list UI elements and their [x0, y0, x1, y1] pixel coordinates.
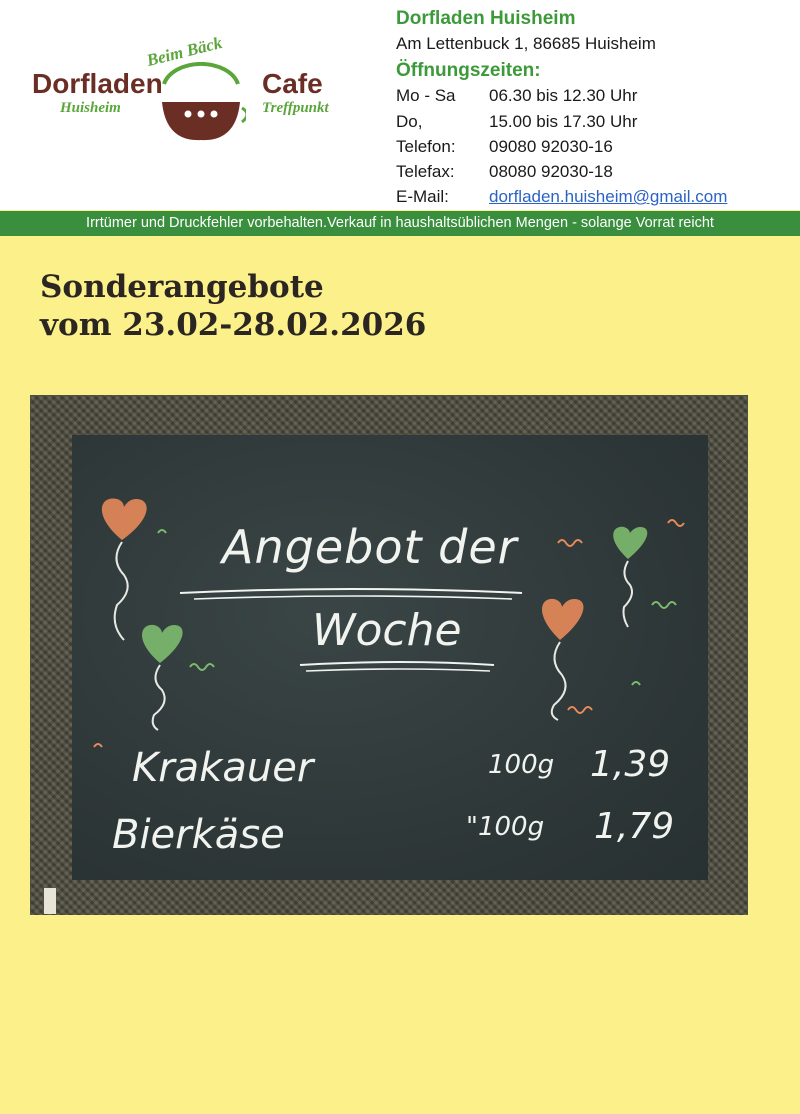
phone-number: 09080 92030-16	[489, 137, 613, 156]
logo-left-sub: Huisheim	[60, 100, 121, 116]
offer-item-name: Krakauer	[132, 745, 314, 791]
fax-number: 08080 92030-18	[489, 162, 613, 181]
title-line-1: Sonderangebote	[40, 269, 324, 305]
underline-decoration	[306, 669, 490, 671]
heart-balloon-icon	[142, 625, 183, 730]
contact-label: Telefax:	[396, 162, 455, 181]
underline-decoration	[180, 589, 522, 593]
offer-item-unit: "100g	[466, 812, 545, 842]
heart-balloon-icon	[102, 498, 147, 640]
offer-item-unit: 100g	[488, 750, 555, 780]
shop-name: Dorfladen Huisheim	[396, 8, 576, 29]
contact-label: Telefon:	[396, 137, 456, 156]
heart-balloon-icon	[542, 599, 583, 720]
shop-address: Am Lettenbuck 1, 86685 Huisheim	[396, 34, 656, 53]
underline-decoration	[300, 662, 494, 665]
frame-label-tag	[44, 888, 56, 914]
board-heading-2: Woche	[312, 605, 462, 656]
bowl-icon	[156, 62, 246, 142]
disclaimer-bar: Irrtümer und Druckfehler vorbehalten.Verkauf in haushaltsüblichen Mengen - solange Vorrat reicht	[0, 211, 800, 236]
logo-right-word: Cafe	[262, 68, 323, 99]
heart-balloon-icon	[613, 527, 647, 627]
underline-decoration	[194, 596, 512, 599]
board-heading-1: Angebot der	[222, 520, 518, 574]
contact-value: 06.30 bis 12.30 Uhr	[489, 86, 638, 105]
opening-hours-title: Öffnungszeiten:	[396, 60, 541, 81]
email-link[interactable]: dorfladen.huisheim@gmail.com	[489, 187, 728, 206]
logo-arc-text: Beim Bäck	[144, 32, 225, 71]
offer-item-name: Bierkäse	[112, 812, 285, 858]
offer-item-price: 1,79	[594, 806, 675, 847]
contact-label: E-Mail:	[396, 187, 449, 206]
page-title	[40, 268, 426, 344]
contact-label: Mo - Sa	[396, 86, 456, 105]
letterhead	[0, 0, 800, 210]
contact-label: Do,	[396, 112, 423, 131]
shop-logo	[28, 32, 368, 150]
logo-right-sub: Treffpunkt	[262, 100, 329, 116]
offer-item-price: 1,39	[590, 744, 671, 785]
contact-value: 15.00 bis 17.30 Uhr	[489, 112, 638, 131]
logo-left-word: Dorfladen	[32, 68, 163, 99]
title-line-2: vom 23.02-28.02.2026	[40, 307, 427, 343]
